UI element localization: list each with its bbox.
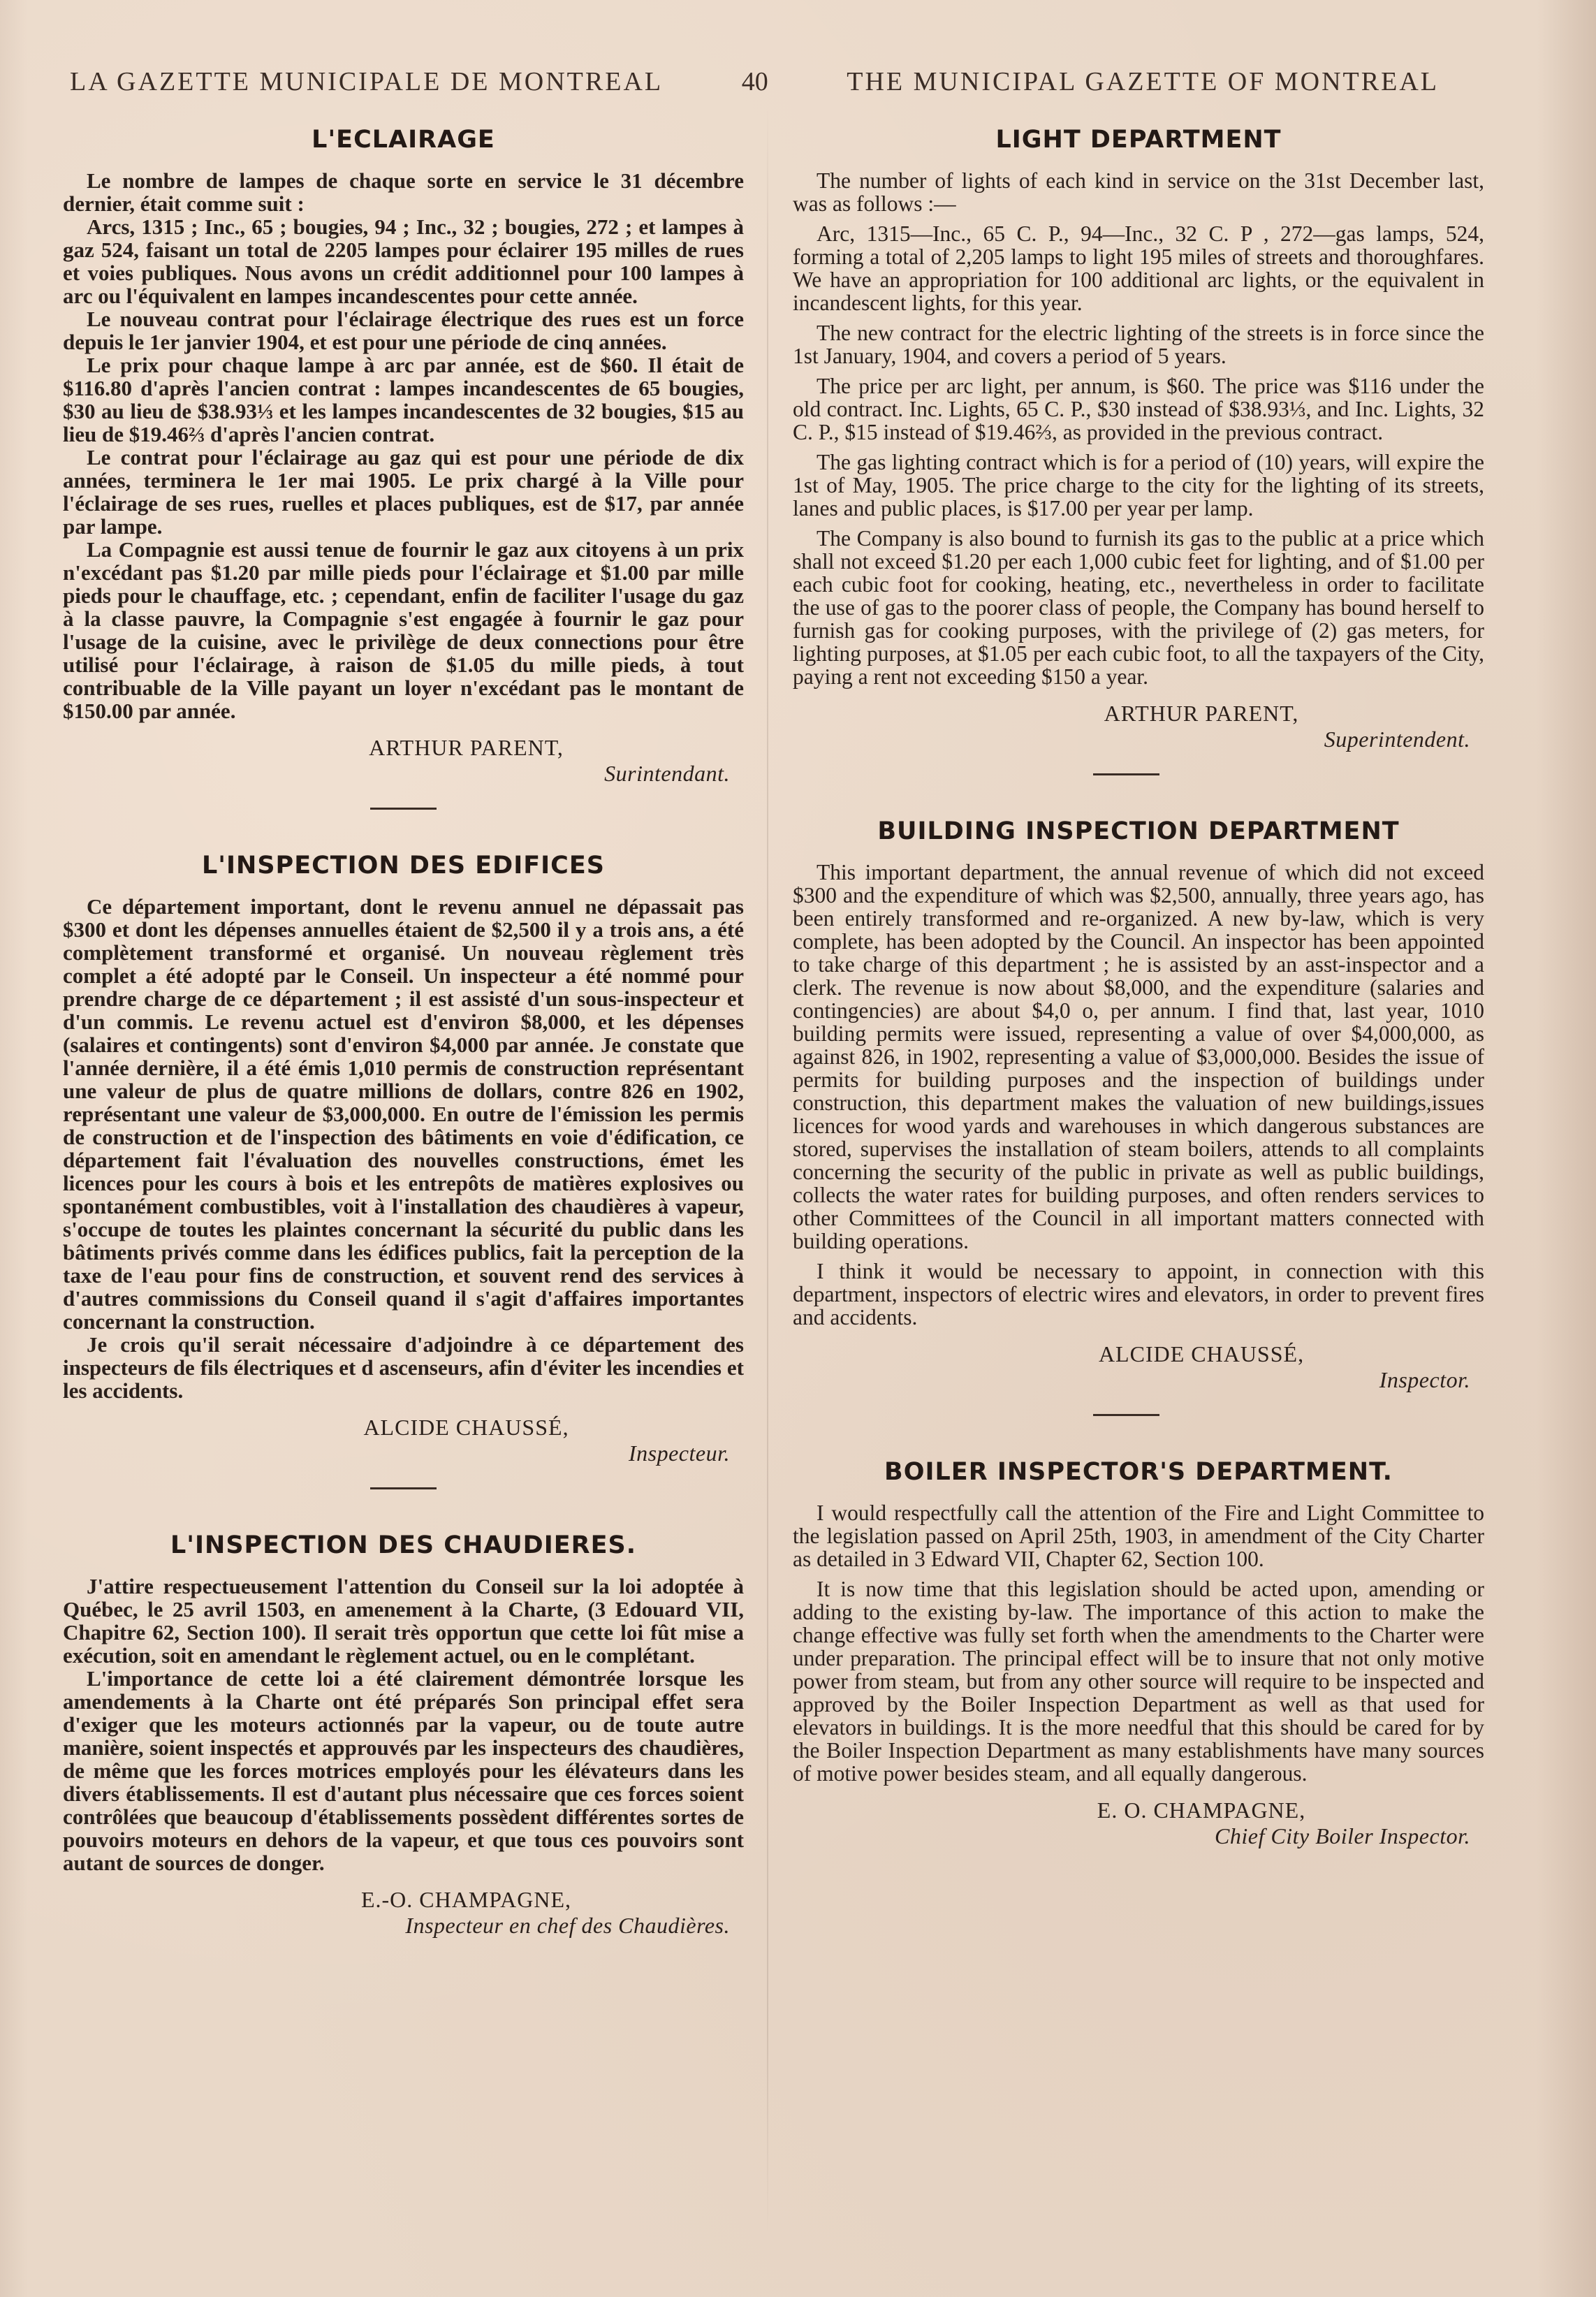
paragraph: Je crois qu'il serait nécessaire d'adjoindre à ce département des inspecteurs de fils électriques et d ascenseurs, afin d'éviter les incendies et les accidents. bbox=[63, 1332, 744, 1403]
paragraph: Le nouveau contrat pour l'éclairage électrique des rues est un force depuis le 1er janvier 1904, et est pour une période de cinq années. bbox=[63, 307, 744, 354]
signer-title: Superintendent. bbox=[1324, 727, 1470, 752]
french-column bbox=[63, 126, 744, 1939]
section-rule bbox=[370, 1487, 437, 1489]
paragraph: I would respectfully call the attention of the Fire and Light Committee to the legislation passed on April 25th, 1903, in amendment of the City Charter as detailed in 3 Edward VII, Chapter 62, Section 100. bbox=[793, 1501, 1484, 1571]
column-divider bbox=[767, 105, 768, 2236]
paragraph: Arc, 1315—Inc., 65 C. P., 94—Inc., 32 C. P , 272—gas lamps, 524, forming a total of 2,205 lamps to light 195 miles of streets and thoroughfares. We have an appropriation for 100 additional arc lights, or the equivalent in incandescent lights, for this year. bbox=[793, 221, 1484, 315]
signer-name: E.-O. CHAMPAGNE, bbox=[360, 1887, 572, 1912]
paragraph: This important department, the annual revenue of which did not exceed $300 and the expenditure of which was $2,500, annually, three years ago, has been entirely transformed and re-organized. A new by-law, which is very complete, has been adopted by the Council. An inspector has been appointed to take charge of this department ; he is assisted by an asst-inspector and a clerk. The revenue is now about $8,000, and the expenditure (salaries and contingencies) are about $4,0 o, per annum. I find that, last year, 1010 building permits were issued, representing a value of over $4,000,000, as against 826, in 1902, representing a value of $3,000,000. Besides the issue of permits for building purposes and the inspection of buildings under construction, this department makes the valuation of new buildings,issues licences for wood yards and warehouses in which dangerous substances are stored, supervises the installation of steam boilers, attends to all complaints concerning the security of the public in private as well as public buildings, collects the water rates for building purposes, and often renders services to other Committees of the Council in all important matters connected with building operations. bbox=[793, 860, 1484, 1253]
signer-name: E. O. CHAMPAGNE, bbox=[1097, 1798, 1306, 1823]
section-rule bbox=[1093, 773, 1159, 775]
signer-name: ALCIDE CHAUSSÉ, bbox=[1098, 1341, 1305, 1366]
signature-block bbox=[63, 735, 744, 787]
signer-title: Inspecteur en chef des Chaudières. bbox=[405, 1913, 730, 1938]
signature-block bbox=[793, 701, 1484, 752]
english-column bbox=[793, 126, 1484, 1849]
signer-title: Inspecteur. bbox=[628, 1441, 730, 1466]
page-number: 40 bbox=[741, 67, 768, 96]
section-building-inspection bbox=[793, 817, 1484, 1416]
paragraph: Le nombre de lampes de chaque sorte en service le 31 décembre dernier, était comme suit : bbox=[63, 168, 744, 216]
paragraph: The new contract for the electric lighting of the streets is in force since the 1st January, 1904, and covers a period of 5 years. bbox=[793, 321, 1484, 368]
signer-title: Inspector. bbox=[1379, 1367, 1470, 1392]
section-eclairage bbox=[63, 126, 744, 810]
section-title: L'INSPECTION DES EDIFICES bbox=[202, 852, 605, 880]
section-chaudieres bbox=[63, 1531, 744, 1939]
paragraph: The number of lights of each kind in service on the 31st December last, was as follows :— bbox=[793, 168, 1484, 216]
paragraph: Ce département important, dont le revenu annuel ne dépassait pas $300 et dont les dépenses annuelles étaient de $2,500 il y a trois ans, a été complètement transformé et organisé. Un nouveau règlement très complet a été adopté par le Conseil. Un inspecteur a été nommé pour prendre charge de ce département ; il est assisté d'un sous-inspecteur et d'un commis. Le revenu actuel est d'environ $8,000, et les dépenses (salaires et contingents) sont d'environ $4,000 par année. Je constate que l'année dernière, il a été émis 1,010 permis de construction représentant une valeur de plus de quatre millions de dollars, contre 826 en 1902, représentant une valeur de $3,000,000. En outre de l'émission les permis de construction et de l'inspection des bâtiments en voie d'édification, ce département fait l'évaluation des nouvelles constructions, émet les licences pour les cours à bois et les entrepôts de matières explosives ou spontanément combustibles, voit à l'installation des chaudières à vapeur, s'occupe de toutes les plaintes concernant la sécurité du public dans les bâtiments privés comme dans les édifices publics, fait la perception de la taxe de l'eau pour fins de construction, et souvent rend des services à d'autres commissions du Conseil quand il s'agit d'affaires importantes concernant la construction. bbox=[63, 894, 744, 1334]
paragraph: Le contrat pour l'éclairage au gaz qui est pour une période de dix années, terminera le 1er mai 1905. Le prix chargé à la Ville pour l'éclairage de ses rues, ruelles et places publiques, est de $17, par année par lampe. bbox=[63, 445, 744, 539]
paragraph: Le prix pour chaque lampe à arc par année, est de $60. Il était de $116.80 d'après l'ancien contrat : lampes incandescentes de 65 bougies, $30 au lieu de $38.93⅓ et les lampes incandescentes de 32 bougies, $15 au lieu de $19.46⅔ d'après l'ancien contrat. bbox=[63, 353, 744, 446]
header-french-title: LA GAZETTE MUNICIPALE DE MONTREAL bbox=[70, 67, 664, 96]
paragraph: It is now time that this legislation should be acted upon, amending or adding to the existing by-law. The importance of this action to make the change effective was fully set forth when the amendments to the Charter were under preparation. The principal effect will be to insure that not only motive power from steam, but from any other source will require to be inspected and approved by the Boiler Inspection Department as well as that used for elevators in buildings. It is the more needful that this should be cared for by the Boiler Inspection Department as many establishments have many sources of motive power besides steam, and all equally dangerous. bbox=[793, 1577, 1484, 1786]
signer-name: ALCIDE CHAUSSÉ, bbox=[363, 1415, 569, 1440]
section-title: BOILER INSPECTOR'S DEPARTMENT. bbox=[884, 1458, 1393, 1486]
signer-name: ARTHUR PARENT, bbox=[1104, 701, 1299, 726]
section-title: BUILDING INSPECTION DEPARTMENT bbox=[877, 817, 1400, 845]
paragraph: La Compagnie est aussi tenue de fournir le gaz aux citoyens à un prix n'excédant pas $1.20 par mille pieds pour l'éclairage et $1.00 par mille pieds pour le chauffage, etc. ; cependant, enfin de faciliter l'usage du gaz à la classe pauvre, la Compagnie s'est engagée à fournir le gaz pour l'usage de la cuisine, avec le privilège de deux connections pour être utilisé pour l'éclairage, à raison de $1.05 du mille pieds, à tout contribuable de la Ville payant un loyer n'excédant pas le montant de $150.00 par année. bbox=[63, 537, 744, 723]
section-light-department bbox=[793, 126, 1484, 775]
paragraph: The Company is also bound to furnish its gas to the public at a price which shall not exceed $1.20 per each 1,000 cubic feet for lighting, and of $1.00 per each cubic foot for cooking, heating, etc., nevertheless in order to facilitate the use of gas to the poorer class of people, the Company has bound herself to furnish gas for cooking purposes, with the privilege of (2) gas meters, for lighting purposes, at $1.05 per each cubic foot, to all the taxpayers of the City, paying a rent not exceeding $150 a year. bbox=[793, 526, 1484, 689]
header-english-title: THE MUNICIPAL GAZETTE OF MONTREAL bbox=[847, 67, 1439, 96]
signature-block bbox=[793, 1341, 1484, 1393]
paragraph: L'importance de cette loi a été clairement démontrée lorsque les amendements à la Charte ont été préparés Son principal effet sera d'exiger que les moteurs actionnés par la vapeur, ou de toute autre manière, soient inspectés et approuvés par les inspecteurs des chaudières, de même que les forces motrices employés pour les élévateurs dans les divers établissements. Il est d'autant plus nécessaire que ces forces soient contrôlées que beaucoup d'établissements possèdent différentes sortes de pouvoirs moteurs en dehors de la vapeur, et que tous ces pouvoirs sont autant de sources de donger. bbox=[63, 1666, 744, 1875]
section-rule bbox=[1093, 1414, 1159, 1416]
signer-title: Surintendant. bbox=[604, 761, 730, 786]
signer-name: ARTHUR PARENT, bbox=[369, 735, 564, 760]
paragraph: Arcs, 1315 ; Inc., 65 ; bougies, 94 ; Inc., 32 ; bougies, 272 ; et lampes à gaz 524, faisant un total de 2205 lampes pour éclairer 195 milles de rues et voies publiques. Nous avons un crédit additionnel pour 100 lampes à arc ou l'équivalent en lampes incandescentes pour cette année. bbox=[63, 214, 744, 308]
paragraph: J'attire respectueusement l'attention du Conseil sur la loi adoptée à Québec, le 25 avril 1503, en amenement à la Charte, (3 Edouard VII, Chapitre 62, Section 100). Il serait très opportun que cette loi fût mise a exécution, soit en amendant le règlement actuel, ou en le complétant. bbox=[63, 1574, 744, 1668]
paragraph: The price per arc light, per annum, is $60. The price was $116 under the old contract. Inc. Lights, 65 C. P., $30 instead of $38.93⅓, and Inc. Lights, 32 C. P., $15 instead of $19.46⅔, as provided in the previous contract. bbox=[793, 374, 1484, 444]
section-edifices bbox=[63, 852, 744, 1489]
signature-block bbox=[63, 1887, 744, 1939]
signature-block bbox=[793, 1798, 1484, 1849]
signature-block bbox=[63, 1415, 744, 1466]
section-boiler-inspector bbox=[793, 1458, 1484, 1849]
section-title: L'ECLAIRAGE bbox=[312, 126, 495, 154]
page-header bbox=[70, 66, 1439, 97]
section-title: L'INSPECTION DES CHAUDIERES. bbox=[170, 1531, 637, 1559]
section-rule bbox=[370, 808, 437, 810]
paragraph: The gas lighting contract which is for a period of (10) years, will expire the 1st of May, 1905. The price charge to the city for the lighting of its streets, lanes and public places, is $17.00 per year per lamp. bbox=[793, 450, 1484, 520]
section-title: LIGHT DEPARTMENT bbox=[995, 126, 1282, 154]
paragraph: I think it would be necessary to appoint, in connection with this department, inspectors of electric wires and elevators, in order to prevent fires and accidents. bbox=[793, 1259, 1484, 1329]
signer-title: Chief City Boiler Inspector. bbox=[1215, 1823, 1470, 1848]
